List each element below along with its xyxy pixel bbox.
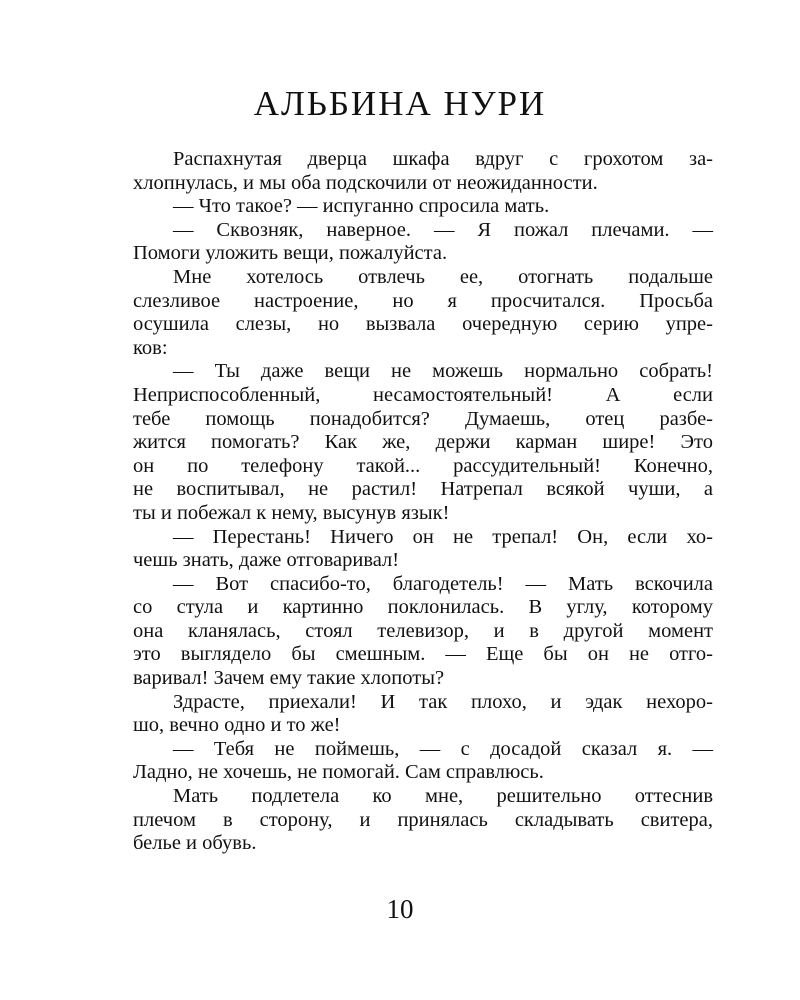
text-line: варивал! Зачем ему такие хлопоты? xyxy=(133,667,445,690)
body-text xyxy=(133,148,713,856)
text-line: шо, вечно одно и то же! xyxy=(133,714,341,737)
text-line: Распахнутая дверца шкафа вдруг с грохотом за- xyxy=(173,148,713,170)
text-line: — Тебя не поймешь, — с досадой сказал я. — xyxy=(173,737,713,760)
text-line: — Сквозняк, наверное. — Я пожал плечами. — xyxy=(173,218,713,241)
text-line: белье и обувь. xyxy=(133,832,257,855)
text-line: — Ты даже вещи не можешь нормально собрать! xyxy=(173,360,713,383)
page-number: 10 xyxy=(386,894,414,924)
text-line: — Перестань! Ничего он не трепал! Он, если хо- xyxy=(173,525,713,548)
text-line: — Вот спасибо-то, благодетель! — Мать вскочила xyxy=(173,572,713,595)
text-line: он по телефону такой... рассудительный! Конечно, xyxy=(133,454,713,477)
text-line: это выглядело бы смешным. — Еще бы он не отго- xyxy=(133,643,713,666)
text-line: Неприспособленный, несамостоятельный! А если xyxy=(133,383,713,406)
text-line: жится помогать? Как же, держи карман шире! Это xyxy=(133,431,713,454)
text-line: слезливое настроение, но я просчитался. Просьба xyxy=(133,289,713,312)
text-line: Здрасте, приехали! И так плохо, и эдак нехоро- xyxy=(173,690,713,713)
text-line: Мать подлетела ко мне, решительно оттеснив xyxy=(173,785,713,808)
running-header-author: АЛЬБИНА НУРИ xyxy=(253,84,547,123)
text-line: ков: xyxy=(133,336,168,359)
text-line: не воспитывал, не растил! Натрепал всякой чуши, а xyxy=(133,478,713,501)
text-line: Ладно, не хочешь, не помогай. Сам справлюсь. xyxy=(133,761,544,784)
text-line: ты и побежал к нему, высунув язык! xyxy=(133,501,450,524)
text-line: — Что такое? — испуганно спросила мать. xyxy=(173,195,550,218)
text-line: осушила слезы, но вызвала очередную серию упре- xyxy=(133,313,713,336)
text-line: со стула и картинно поклонилась. В углу, которому xyxy=(133,596,713,619)
text-line: она кланялась, стоял телевизор, и в другой момент xyxy=(133,619,713,642)
text-line: хлопнулась, и мы оба подскочили от неожиданности. xyxy=(133,171,598,194)
text-line: Мне хотелось отвлечь ее, отогнать подальше xyxy=(173,265,713,288)
text-line: тебе помощь понадобится? Думаешь, отец разбе- xyxy=(133,407,713,430)
text-line: Помоги уложить вещи, пожалуйста. xyxy=(133,242,448,265)
text-line: чешь знать, даже отговаривал! xyxy=(133,549,400,572)
text-line: плечом в сторону, и принялась складывать свитера, xyxy=(133,808,713,831)
